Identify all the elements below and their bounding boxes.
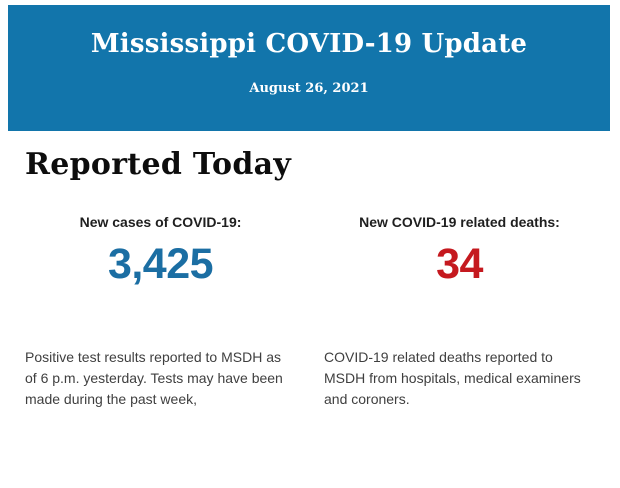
new-deaths-description: COVID-19 related deaths reported to MSDH from hospitals, medical examiners and coroners. <box>324 349 581 407</box>
new-cases-value: 3,425 <box>107 240 214 288</box>
stat-new-cases <box>25 214 296 289</box>
section-title: Reported Today <box>25 147 292 182</box>
report-body <box>0 147 620 410</box>
new-cases-description: Positive test results reported to MSDH as of 6 p.m. yesterday. Tests may have been made during the past week, <box>25 349 283 407</box>
new-cases-label: New cases of COVID-19: <box>79 214 242 230</box>
stats-row <box>25 214 595 289</box>
new-deaths-value: 34 <box>436 240 483 288</box>
header-banner <box>8 5 610 131</box>
new-deaths-label: New COVID-19 related deaths: <box>359 214 560 230</box>
stat-new-deaths <box>324 214 595 289</box>
report-date: August 26, 2021 <box>249 81 369 96</box>
descriptions-row <box>25 347 595 410</box>
page-title: Mississippi COVID-19 Update <box>90 29 528 59</box>
covid-update-page <box>0 5 620 488</box>
